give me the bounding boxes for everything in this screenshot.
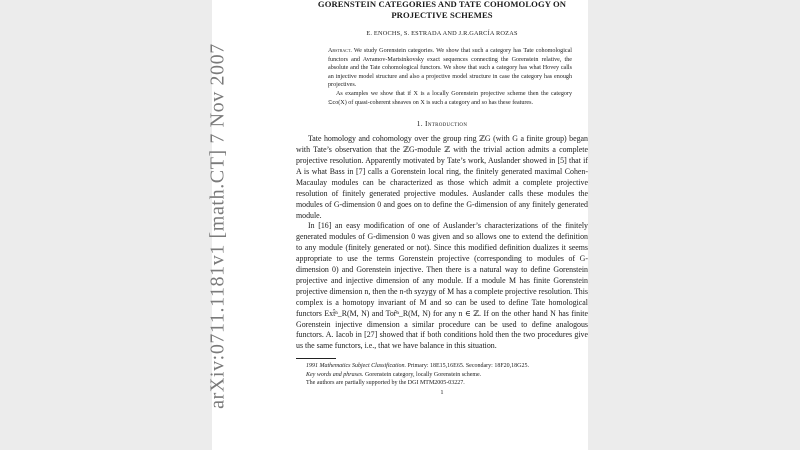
paper-title bbox=[296, 0, 588, 21]
footnote-keywords-label: Key words and phrases. bbox=[306, 371, 364, 378]
footnote-msc bbox=[306, 362, 588, 370]
abstract-paragraph-2: As examples we show that if X is a locally Gorenstein projective scheme then the category 𝔔co(X) of quasi-coherent sheaves on X is such a category and so has these features. bbox=[328, 90, 572, 106]
footnotes bbox=[296, 362, 588, 387]
footnote-msc-text: Primary: 18E15,16E65. Secondary: 18F20,18G25. bbox=[407, 363, 529, 370]
footnote-rule bbox=[296, 358, 336, 359]
page-number: 1 bbox=[440, 388, 444, 396]
body-text bbox=[296, 134, 588, 352]
footnote-keywords bbox=[306, 371, 588, 379]
footnote-msc-label: 1991 Mathematics Subject Classification. bbox=[306, 363, 406, 370]
title-line-1: GORENSTEIN CATEGORIES AND TATE COHOMOLOGY ON bbox=[317, 0, 567, 9]
arxiv-watermark: arXiv:0711.1181v1 [math.CT] 7 Nov 2007 bbox=[206, 43, 229, 409]
abstract-label: Abstract. bbox=[328, 48, 352, 54]
body-paragraph-2: In [16] an easy modification of one of Auslander’s characterizations of the finitely generated modules of G-dimension 0 was given and so allows one to extend the definition to any module (finitely generated or not). Since this modified definition dualizes it seems appropriate to use the terms Gorenstein projective (corresponding to modules of G-dimension 0) and Gorenstein injective. Then there is a natural way to define Gorenstein projective and injective dimension of any module. If a module M has finite Gorenstein projective dimension n, then the n-th syzygy of M has a complete projective resolution. This complex is a homotopy invariant of M and so can be used to define Tate homological functors Ext̂ⁿ_R(M, N) and Tor̂ⁿ_R(M, N) for any n ∈ ℤ. If on the other hand N has finite Gorenstein injective dimension a similar procedure can be used to define analogous functors. A. Iacob in [27] showed that if both conditions hold then the two procedures give us the same functors, i.e., that we have balance in this situation. bbox=[296, 221, 588, 351]
abstract-paragraph-1: We study Gorenstein categories. We show that such a category has Tate cohomological functors and Avramov-Martsinkovsky exact sequences connecting the Gorenstein relative, the absolute and the Tate cohomological functors. We show that such a category has what Hovey calls an injective model structure and also a projective model structure in case the category has enough projectives. bbox=[328, 48, 572, 89]
footnote-support: The authors are partially supported by the DGI MTM2005-03227. bbox=[306, 380, 465, 387]
footnote-keywords-text: Gorenstein category, locally Gorenstein scheme. bbox=[364, 371, 482, 378]
section-heading: 1. Introduction bbox=[416, 119, 468, 129]
body-paragraph-1: Tate homology and cohomology over the group ring ℤG (with G a finite group) began with Tate’s observation that the ℤG-module ℤ with the trivial action admits a complete projective resolution. Apparently motivated by Tate’s work, Auslander showed in [5] that if A is what Bass in [7] calls a Gorenstein local ring, the finitely generated maximal Cohen-Macaulay modules can be characterized as those which admit a complete projective resolution of finitely generated projective modules. Auslander calls these modules the modules of G-dimension 0 and goes on to define the G-dimension of any finitely generated module. bbox=[296, 134, 588, 220]
title-line-2: PROJECTIVE SCHEMES bbox=[391, 10, 493, 20]
page-content bbox=[296, 0, 588, 396]
author-list: E. ENOCHS, S. ESTRADA AND J.R.GARCÍA ROZAS bbox=[366, 30, 518, 37]
abstract bbox=[328, 47, 572, 107]
